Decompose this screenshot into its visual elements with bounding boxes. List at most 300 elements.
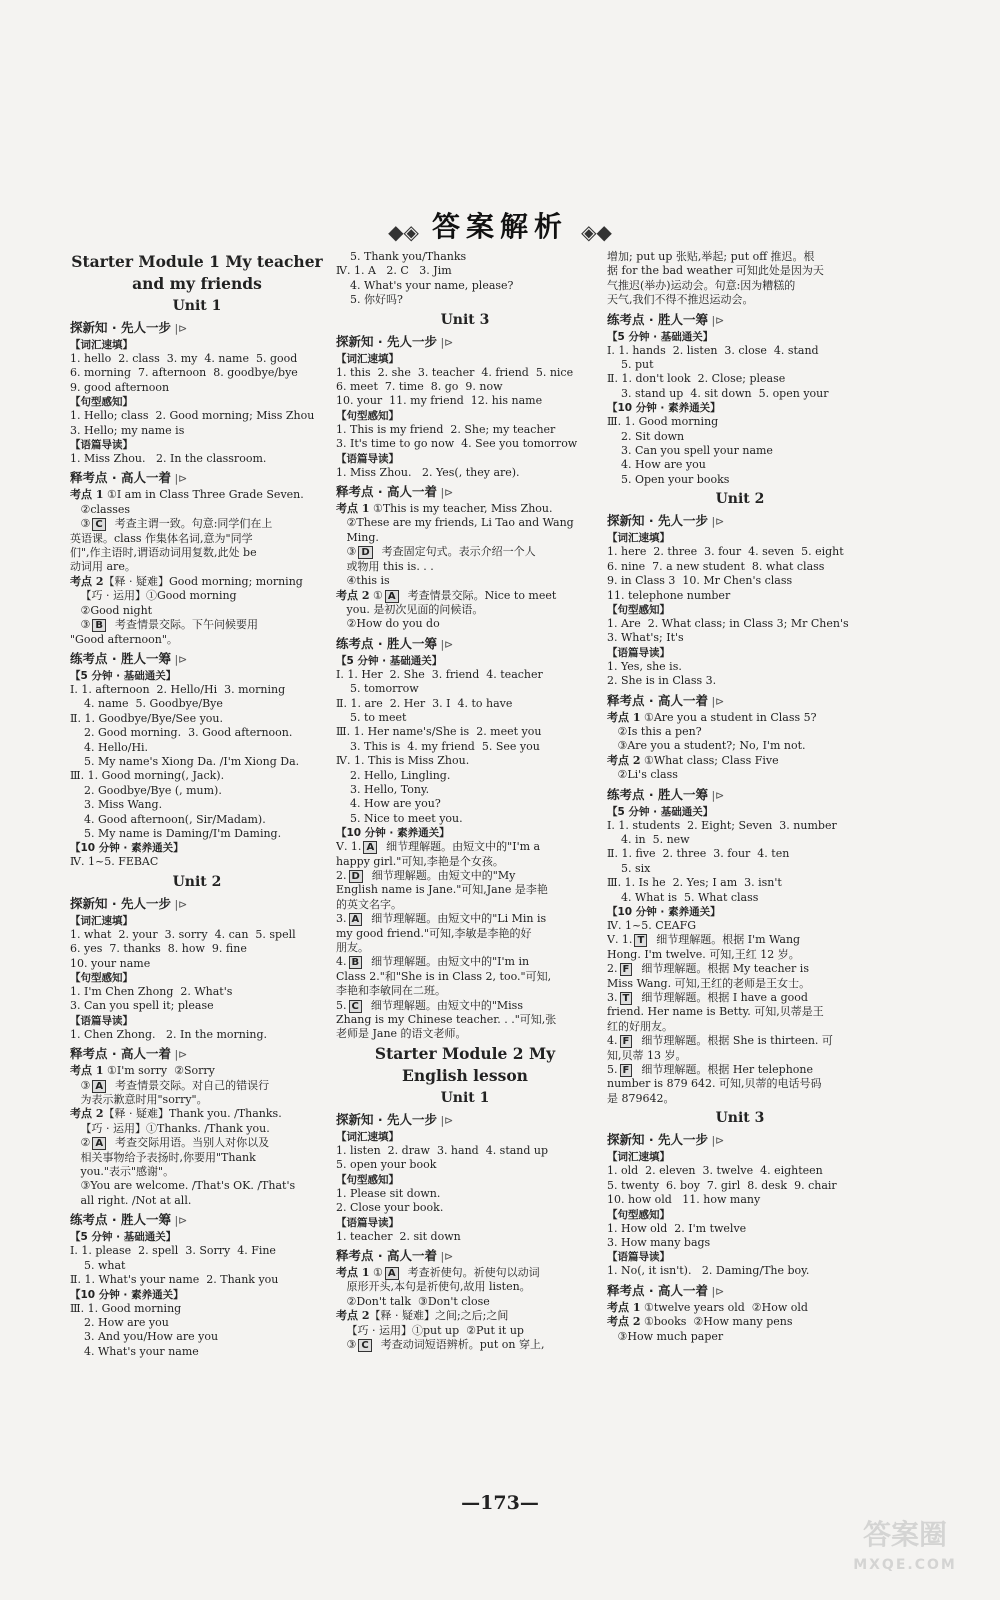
watermark-bottom: MXQE.COM [853, 1557, 957, 1573]
answer-line [607, 387, 873, 401]
answer-line [70, 560, 324, 574]
answer-text: Ⅲ. 1. Good morning [607, 415, 719, 429]
section-heading: 探新知 · 先人一步 |⊳ [336, 332, 594, 352]
answer-line [336, 1338, 594, 1352]
answer-text: 天气,我们不得不推迟运动会。 [607, 293, 754, 307]
answer-line [70, 1093, 324, 1107]
answer-line [336, 617, 594, 631]
answer-text: Ⅲ. 1. Good morning(, Jack). [70, 769, 225, 783]
answer-text: Zhang is my Chinese teacher. . ."可知,张 [336, 1013, 557, 1027]
answer-text: ①This is my teacher, Miss Zhou. [369, 502, 553, 516]
answer-text: 朋友。 [336, 941, 369, 955]
answer-line [336, 898, 594, 912]
answer-line [607, 560, 873, 574]
answer-text: 2. Sit down [607, 429, 685, 443]
item-prefix: ② [70, 1136, 91, 1150]
answer-text: 李艳和李敏同在二班。 [336, 984, 446, 998]
key-point-label: 考点 2 [607, 1315, 641, 1329]
answer-line [607, 473, 873, 487]
unit-heading: Unit 3 [440, 311, 490, 328]
decor-left-icon: ◆◈ [388, 219, 419, 244]
answer-line [607, 344, 873, 358]
answer-letter-box: A [92, 1080, 106, 1093]
answer-letter-box: A [363, 841, 377, 854]
answer-text: ②Is this a pen? [607, 724, 702, 738]
answer-text: Ⅰ. 1. Her 2. She 3. friend 4. teacher [336, 667, 543, 681]
answer-line [70, 546, 324, 560]
answer-line [336, 1013, 594, 1027]
answer-line [336, 769, 594, 783]
key-point-label: 考点 2 [70, 574, 104, 588]
answer-line [336, 840, 594, 854]
answer-line [70, 1194, 324, 1208]
answer-line [70, 575, 324, 589]
answer-text: ②Li's class [607, 768, 678, 782]
section-heading: 释考点 · 高人一着 |⊳ [70, 468, 324, 488]
answer-text: 5. Thank you/Thanks [336, 250, 467, 263]
answer-text: 5. to meet [336, 710, 407, 724]
answer-line [70, 683, 324, 697]
answer-text: 3. What's; It's [607, 631, 684, 645]
subsection-label: 【语篇导读】 [607, 646, 670, 659]
answer-text: Ⅱ. 1. are 2. Her 3. I 4. to have [336, 696, 513, 710]
item-prefix: 5. [607, 1063, 618, 1077]
answer-text: 1. Please sit down. [336, 1186, 441, 1200]
answer-line [336, 1187, 594, 1201]
answer-text: Miss Wang. 可知,王红的老师是王女士。 [607, 976, 811, 990]
answer-text: 5. My name is Daming/I'm Daming. [70, 826, 282, 840]
subsection-label: 【词汇速填】 [607, 532, 670, 545]
answer-text: 1. Are 2. What class; in Class 3; Mr Chen's [607, 616, 849, 630]
banner-title: 答案解析 [431, 210, 568, 243]
answer-line [336, 423, 594, 437]
answer-text: 英语课。class 作集体名词,意为"同学 [70, 531, 253, 545]
answer-line [70, 1330, 324, 1344]
answer-line [70, 741, 324, 755]
answer-text: 5. twenty 6. boy 7. girl 8. desk 9. chair [607, 1178, 837, 1192]
subsection-label: 【10 分钟 · 素养通关】 [607, 402, 721, 415]
answer-text: English name is Jane."可知,Jane 是李艳 [336, 883, 548, 897]
answer-text: 3. Hello, Tony. [336, 782, 430, 796]
answer-line [70, 1316, 324, 1330]
answer-line [607, 1179, 873, 1193]
answer-text: 考查情景交际。Nice to meet [400, 588, 557, 602]
answer-text: 1. Miss Zhou. 2. In the classroom. [70, 452, 267, 466]
answer-line [70, 798, 324, 812]
answer-line [607, 933, 873, 947]
column-right [607, 250, 873, 1344]
answer-text: 10. how old 11. how many [607, 1193, 761, 1207]
subsection-label: 【词汇速填】 [607, 1151, 670, 1164]
answer-text: 4. What's your name, please? [336, 278, 514, 292]
answer-text: 1. here 2. three 3. four 4. seven 5. eight [607, 545, 844, 559]
answer-text: number is 879 642. 可知,贝蒂的电话号码 [607, 1077, 822, 1091]
answer-text: 5. what [70, 1258, 126, 1272]
answer-line [607, 415, 873, 429]
answer-text: 2. How are you [70, 1315, 169, 1329]
answer-line [607, 1020, 873, 1034]
answer-line [70, 784, 324, 798]
answer-text: ①Are you a student in Class 5? [640, 710, 817, 724]
answer-line [336, 589, 594, 603]
answer-line [70, 409, 324, 423]
answer-text: 1. Miss Zhou. 2. Yes(, they are). [336, 465, 520, 479]
answer-text: 4. name 5. Goodbye/Bye [70, 697, 223, 711]
item-prefix: ③ [336, 1337, 357, 1351]
answer-line [70, 604, 324, 618]
answer-line [70, 1028, 324, 1042]
answer-line [607, 876, 873, 890]
answer-text: 细节理解题。由短文中的"Li Min is [364, 912, 547, 926]
answer-line [70, 1165, 324, 1179]
answer-line [336, 1144, 594, 1158]
answer-text: ④this is [336, 574, 390, 588]
answer-text: Ⅰ. 1. please 2. spell 3. Sorry 4. Fine [70, 1244, 276, 1258]
unit-heading: Unit 2 [715, 491, 765, 508]
answer-line [607, 1301, 873, 1315]
item-prefix: 2. [336, 869, 347, 882]
answer-line [70, 366, 324, 380]
answer-text: ①I am in Class Three Grade Seven. [103, 488, 304, 502]
answer-line [336, 797, 594, 811]
answer-line [607, 1236, 873, 1250]
subsection-label: 【句型感知】 [70, 972, 133, 984]
answer-line [70, 1244, 324, 1258]
answer-text: 2. Good morning. 3. Good afternoon. [70, 726, 293, 740]
answer-line [607, 1049, 873, 1063]
section-heading: 练考点 · 胜人一筹 |⊳ [607, 785, 873, 805]
answer-text: 相关事物给予表扬时,你要用"Thank [70, 1150, 256, 1164]
subsection-label: 【语篇导读】 [336, 452, 399, 465]
item-prefix: 2. [607, 962, 618, 976]
answer-letter-box: T [634, 934, 647, 947]
answer-text: 5. My name's Xiong Da. /I'm Xiong Da. [70, 754, 300, 768]
answer-line [336, 293, 594, 307]
answer-line [336, 516, 594, 530]
answer-text: 细节理解题。由短文中的"Miss [363, 998, 523, 1012]
answer-line [336, 574, 594, 588]
answer-text: 原形开头,本句是祈使句,故用 listen。 [336, 1280, 531, 1294]
subsection-label: 【语篇导读】 [70, 439, 133, 452]
answer-line [607, 711, 873, 725]
answer-line [607, 458, 873, 472]
answer-line [70, 985, 324, 999]
answer-letter-box: B [92, 619, 106, 632]
watermark-top: 答案圈 [862, 1518, 947, 1551]
answer-text: you. 是初次见面的问候语。 [336, 602, 484, 616]
unit-heading: Unit 1 [172, 298, 222, 314]
subsection-label: 【5 分钟 · 基础通关】 [607, 330, 714, 343]
answer-line [607, 1005, 873, 1019]
answer-text: you."表示"感谢"。 [70, 1165, 175, 1179]
answer-line [336, 437, 594, 451]
answer-text: 【释 · 疑难】Good morning; morning [103, 574, 303, 588]
answer-text: 6. meet 7. time 8. go 9. now [336, 380, 503, 394]
subsection-label: 【词汇速填】 [336, 1130, 399, 1143]
answer-line [70, 855, 324, 869]
answer-line [607, 977, 873, 991]
subsection-label: 【5 分钟 · 基础通关】 [607, 805, 714, 818]
answer-line [70, 957, 324, 971]
answer-text: ③How much paper [607, 1329, 724, 1343]
answer-text: 3. And you/How are you [70, 1330, 219, 1344]
subsection-label: 【语篇导读】 [607, 1251, 670, 1264]
section-heading: 练考点 · 胜人一筹 |⊳ [336, 634, 594, 654]
column-left [70, 250, 324, 1359]
answer-line [607, 991, 873, 1005]
answer-text: 2. Hello, Lingling. [336, 768, 451, 782]
answer-line [607, 279, 873, 293]
answer-line [336, 366, 594, 380]
answer-text: 5. tomorrow [336, 682, 419, 696]
answer-text: 细节理解题。根据 She is thirteen. 可 [634, 1034, 833, 1048]
answer-text: 5. 你好吗? [336, 293, 403, 307]
subsection-label: 【句型感知】 [607, 1208, 670, 1221]
answer-line [70, 381, 324, 395]
answer-line [336, 1295, 594, 1309]
answer-line [70, 697, 324, 711]
answer-line [607, 250, 873, 264]
answer-line [336, 697, 594, 711]
answer-text: ②Good night [70, 603, 153, 617]
answer-text: 11. telephone number [607, 588, 731, 602]
answer-line [336, 394, 594, 408]
item-prefix: 4. [607, 1034, 618, 1048]
answer-line [70, 352, 324, 366]
answer-line [70, 1273, 324, 1287]
answer-text: 考查固定句式。表示介绍一个人 [374, 545, 536, 559]
answer-letter-box: A [349, 913, 363, 926]
answer-line [70, 1064, 324, 1078]
key-point-label: 考点 1 [70, 1064, 104, 1078]
answer-letter-box: C [358, 1339, 371, 1352]
answer-letter-box: A [385, 590, 399, 603]
item-prefix: ① [369, 588, 383, 602]
answer-banner [0, 205, 1000, 245]
answer-line [336, 380, 594, 394]
section-heading: 释考点 · 高人一着 |⊳ [607, 1281, 873, 1301]
answer-line [336, 668, 594, 682]
answer-text: Ⅲ. 1. Her name's/She is 2. meet you [336, 725, 542, 739]
answer-text: happy girl."可知,李艳是个女孩。 [336, 854, 504, 868]
answer-text: Ⅳ. 1~5. FEBAC [70, 855, 159, 869]
subsection-label: 【5 分钟 · 基础通关】 [336, 654, 443, 667]
answer-text: 们",作主语时,谓语动词用复数,此处 be [70, 546, 257, 560]
answer-text: 1. old 2. eleven 3. twelve 4. eighteen [607, 1164, 823, 1178]
key-point-label: 考点 1 [70, 488, 104, 502]
answer-text: 考查主谓一致。句意:同学们在上 [107, 517, 273, 531]
answer-letter-box: T [620, 992, 633, 1005]
answer-line [336, 1266, 594, 1280]
section-heading: 探新知 · 先人一步 |⊳ [70, 318, 324, 338]
answer-text: 考查动词短语辨析。put on 穿上, [373, 1337, 545, 1351]
answer-line [70, 1136, 324, 1150]
section-heading: 探新知 · 先人一步 |⊳ [607, 1130, 873, 1150]
answer-text: ①I'm sorry ②Sorry [103, 1064, 215, 1078]
subsection-label: 【句型感知】 [70, 396, 133, 409]
answer-text: 1. hello 2. class 3. my 4. name 5. good [70, 352, 298, 365]
answer-text: 据 for the bad weather 可知此处是因为天 [607, 264, 824, 278]
key-point-label: 考点 1 [336, 502, 370, 516]
answer-text: Ⅰ. 1. afternoon 2. Hello/Hi 3. morning [70, 682, 286, 696]
answer-text: 【巧 · 运用】①Thanks. /Thank you. [70, 1121, 270, 1135]
answer-line [336, 883, 594, 897]
answer-text: 【释 · 疑难】之间;之后;之间 [369, 1309, 509, 1323]
answer-line [70, 1179, 324, 1193]
answer-line [336, 999, 594, 1013]
answer-text: 3. Hello; my name is [70, 423, 185, 437]
section-heading: 释考点 · 高人一着 |⊳ [336, 1246, 594, 1266]
section-heading: 练考点 · 胜人一筹 |⊳ [607, 310, 873, 330]
answer-line [336, 466, 594, 480]
answer-text: 为表示歉意时用"sorry"。 [70, 1093, 208, 1107]
answer-text: 1. Hello; class 2. Good morning; Miss Zhou [70, 409, 315, 423]
answer-text: 4. Hello/Hi. [70, 740, 149, 754]
item-prefix: 5. [336, 998, 347, 1012]
answer-line [607, 430, 873, 444]
answer-line [607, 660, 873, 674]
answer-line [607, 891, 873, 905]
item-prefix: ③ [70, 1078, 91, 1092]
subsection-label: 【词汇速填】 [70, 339, 133, 351]
answer-text: 3. How many bags [607, 1235, 711, 1249]
answer-text: 红的好朋友。 [607, 1019, 673, 1033]
item-prefix: 4. [336, 955, 347, 969]
answer-line [70, 755, 324, 769]
answer-text: 1. How old 2. I'm twelve [607, 1221, 747, 1235]
answer-line [336, 754, 594, 768]
module-heading: and my friends [132, 274, 262, 293]
decor-right-icon: ◈◆ [581, 219, 612, 244]
answer-line [70, 1259, 324, 1273]
answer-text: 1. teacher 2. sit down [336, 1229, 461, 1243]
key-point-label: 考点 2 [336, 1309, 370, 1323]
answer-line [336, 1027, 594, 1041]
section-heading: 探新知 · 先人一步 |⊳ [336, 1110, 594, 1130]
answer-line [70, 1122, 324, 1136]
answer-letter-box: C [92, 518, 105, 531]
subsection-label: 【语篇导读】 [70, 1014, 133, 1027]
subsection-label: 【句型感知】 [336, 409, 399, 422]
answer-line [336, 502, 594, 516]
answer-text: 4. What is 5. What class [607, 890, 759, 904]
answer-line [70, 488, 324, 502]
answer-text: 3. Can you spell your name [607, 444, 773, 458]
answer-letter-box: B [349, 956, 363, 969]
answer-line [336, 1158, 594, 1172]
answer-line [607, 1092, 873, 1106]
answer-text: 知,贝蒂 13 岁。 [607, 1048, 687, 1062]
answer-line [70, 503, 324, 517]
answer-text: 气推迟(举办)运动会。句意:因为糟糕的 [607, 278, 796, 292]
answer-text: 1. I'm Chen Zhong 2. What's [70, 985, 233, 998]
answer-text: 9. in Class 3 10. Mr Chen's class [607, 574, 793, 588]
answer-line [336, 725, 594, 739]
subsection-label: 【5 分钟 · 基础通关】 [70, 1231, 177, 1244]
unit-heading: Unit 1 [440, 1089, 490, 1106]
answer-text: 考查祈使句。祈使句以动词 [400, 1265, 540, 1279]
answer-line [607, 754, 873, 768]
key-point-label: 考点 1 [607, 710, 641, 724]
item-prefix: ③ [70, 618, 91, 632]
answer-line [607, 1330, 873, 1344]
answer-text: 细节理解题。由短文中的"I'm in [364, 955, 530, 969]
answer-line [70, 827, 324, 841]
answer-line [607, 819, 873, 833]
item-prefix: ③ [70, 517, 91, 531]
answer-text: 细节理解题。根据 I'm Wang [649, 933, 801, 947]
answer-line [336, 1201, 594, 1215]
subsection-label: 【句型感知】 [607, 603, 670, 616]
answer-line [70, 999, 324, 1013]
answer-line [336, 1230, 594, 1244]
answer-text: 6. morning 7. afternoon 8. goodbye/bye [70, 366, 298, 380]
answer-line [336, 912, 594, 926]
answer-text: Ming. [336, 530, 379, 544]
answer-line [607, 264, 873, 278]
subsection-label: 【词汇速填】 [336, 352, 399, 365]
answer-text: 2. She is in Class 3. [607, 674, 717, 688]
answer-line [607, 1264, 873, 1278]
answer-line [70, 517, 324, 531]
answer-line [336, 264, 594, 278]
answer-line [607, 833, 873, 847]
answer-line [607, 444, 873, 458]
answer-text: 3. stand up 4. sit down 5. open your [607, 386, 829, 400]
answer-text: ②Don't talk ③Don't close [336, 1294, 490, 1308]
answer-text: Class 2."和"She is in Class 2, too."可知, [336, 969, 552, 983]
subsection-label: 【10 分钟 · 素养通关】 [607, 906, 721, 918]
answer-line [607, 962, 873, 976]
subsection-label: 【词汇速填】 [70, 914, 133, 927]
answer-line [336, 955, 594, 969]
answer-text: 细节理解题。由短文中的"I'm a [379, 840, 541, 854]
answer-text: 5. Nice to meet you. [336, 811, 463, 825]
answer-line [336, 927, 594, 941]
answer-text: ②classes [70, 502, 131, 516]
answer-text: 1. Yes, she is. [607, 659, 682, 673]
answer-line [607, 1315, 873, 1329]
answer-line [607, 631, 873, 645]
answer-text: friend. Her name is Betty. 可知,贝蒂是王 [607, 1005, 824, 1019]
answer-line [607, 725, 873, 739]
answer-line [70, 813, 324, 827]
answer-letter-box: A [92, 1137, 106, 1150]
answer-line [336, 984, 594, 998]
answer-text: 5. six [607, 861, 651, 875]
answer-line [336, 531, 594, 545]
subsection-label: 【10 分钟 · 素养通关】 [70, 842, 184, 855]
answer-text: 动词用 are。 [70, 560, 136, 574]
answer-line [70, 532, 324, 546]
answer-text: 【巧 · 运用】①Good morning [70, 589, 237, 603]
subsection-label: 【语篇导读】 [336, 1216, 399, 1229]
answer-text: 3. Miss Wang. [70, 798, 163, 812]
answer-line [70, 452, 324, 466]
answer-line [336, 545, 594, 559]
answer-text: ③You are welcome. /That's OK. /That's [70, 1179, 296, 1193]
answer-text: 【释 · 疑难】Thank you. /Thanks. [103, 1107, 282, 1121]
section-heading: 释考点 · 高人一着 |⊳ [336, 482, 594, 502]
answer-line [336, 970, 594, 984]
answer-text: 3. This is 4. my friend 5. See you [336, 739, 540, 753]
item-prefix: Ⅴ. 1. [336, 840, 362, 854]
section-heading: 释考点 · 高人一着 |⊳ [70, 1044, 324, 1064]
answer-line [70, 1079, 324, 1093]
module-heading: English lesson [402, 1065, 528, 1085]
answer-line [336, 941, 594, 955]
answer-text: 细节理解题。根据 I have a good [634, 991, 808, 1005]
